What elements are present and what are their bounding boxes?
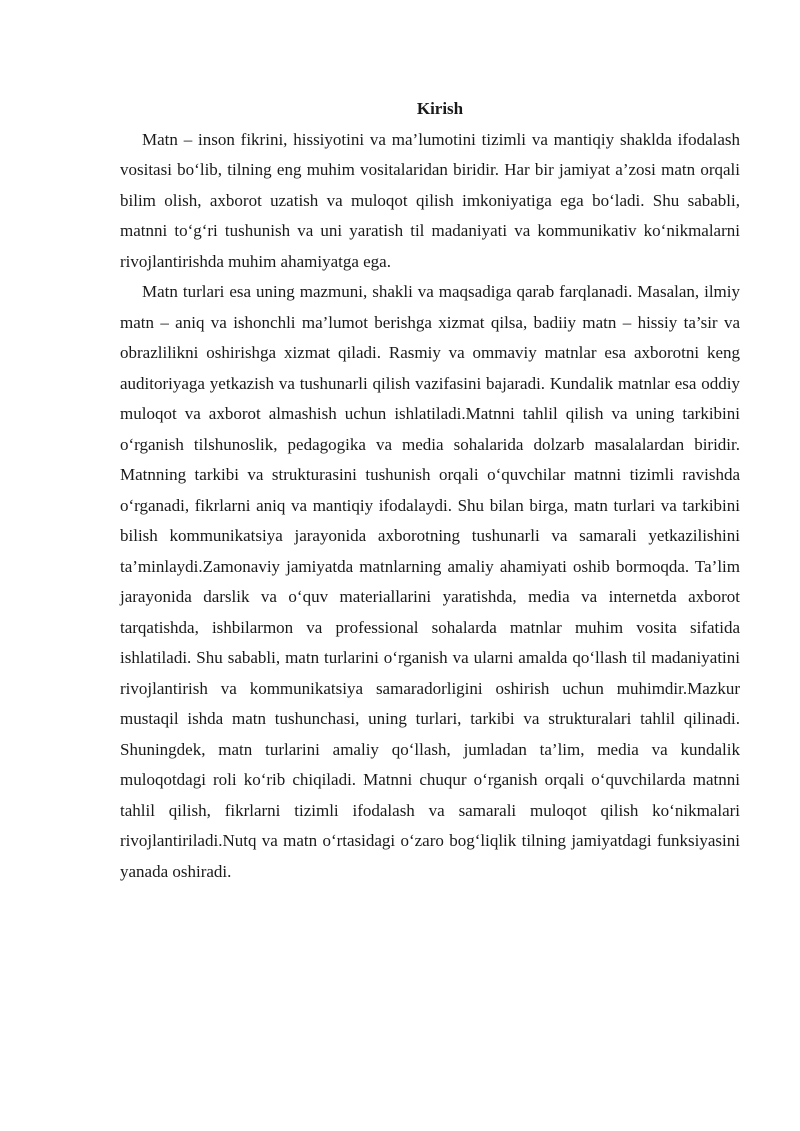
page-title: Kirish [416,99,464,118]
paragraph-intro: Matn – inson fikrini, hissiyotini va ma’lumotini tizimli va mantiqiy shaklda ifodalash vositasi bo‘lib, tilning eng muhim vositalaridan biridir. Har bir jamiyat a’zosi matn orqali bilim olish, axborot uzatish va muloqot qilish imkoniyatiga ega bo‘ladi. Shu sababli, matnni to‘g‘ri tushunish va uni yaratish til madaniyati va kommunikativ ko‘nikmalarni rivojlantirishda muhim ahamiyatga ega. [120,129,740,271]
document-body [120,94,740,887]
paragraph-text-types: Matn turlari esa uning mazmuni, shakli va maqsadiga qarab farqlanadi. Masalan, ilmiy matn – aniq va ishonchli ma’lumot berishga xizmat qilsa, badiiy matn – hissiy ta’sir va obrazlilikni oshirishga xizmat qiladi. Rasmiy va ommaviy matnlar esa axborotni keng auditoriyaga yetkazish va tushunarli qilish vazifasini bajaradi. Kundalik matnlar esa oddiy muloqot va axborot almashish uchun ishlatiladi.Matnni tahlil qilish va uning tarkibini o‘rganish tilshunoslik, pedagogika va media sohalarida dolzarb masalalardan biridir. Matnning tarkibi va strukturasini tushunish orqali o‘quvchilar matnni tizimli ravishda o‘rganadi, fikrlarni aniq va mantiqiy ifodalaydi. Shu bilan birga, matn turlari va tarkibini bilish kommunikatsiya jarayonida axborotning tushunarli va samarali yetkazilishini ta’minlaydi.Zamonaviy jamiyatda matnlarning amaliy ahamiyati oshib bormoqda. Ta’lim jarayonida darslik va o‘quv materiallarini yaratishda, media va internetda axborot tarqatishda, ishbilarmon va professional sohalarda matnlar muhim vosita sifatida ishlatiladi. Shu sababli, matn turlarini o‘rganish va ularni amalda qo‘llash til madaniyatini rivojlantirish va kommunikatsiya samaradorligini oshirish uchun muhimdir.Mazkur mustaqil ishda matn tushunchasi, uning turlari, tarkibi va strukturalari tahlil qilinadi. Shuningdek, matn turlarini amaliy qo‘llash, jumladan ta’lim, media va kundalik muloqotdagi roli ko‘rib chiqiladi. Matnni chuqur o‘rganish orqali o‘quvchilarda matnni tahlil qilish, fikrlarni tizimli ifodalash va samarali muloqot qilish ko‘nikmalari rivojlantiriladi.Nutq va matn o‘rtasidagi o‘zaro bog‘liqlik tilning jamiyatdagi funksiyasini yanada oshiradi. [120,282,740,881]
